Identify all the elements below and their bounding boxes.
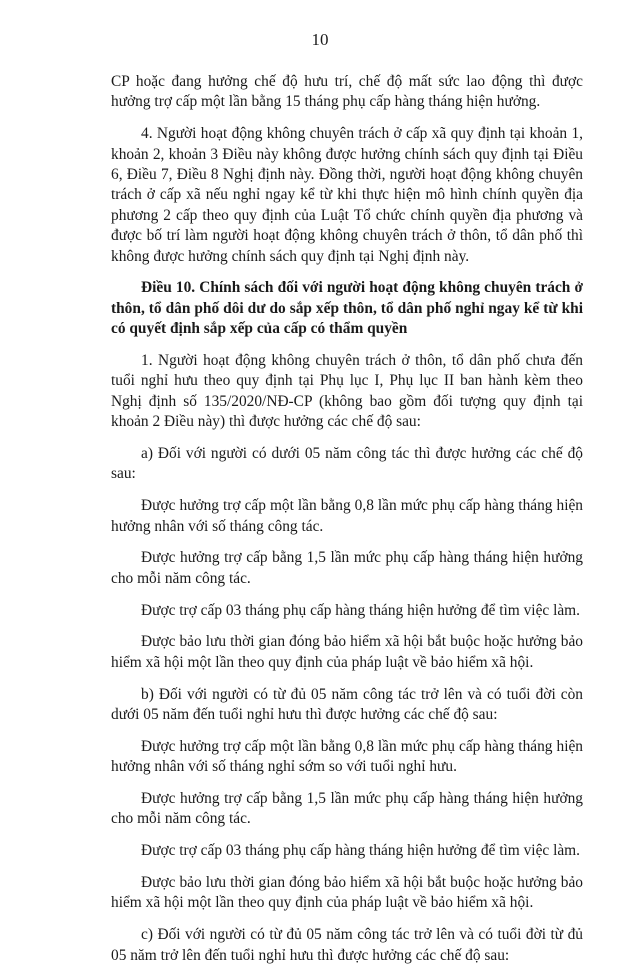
paragraph-clause-1: 1. Người hoạt động không chuyên trách ở thôn, tổ dân phố chưa đến tuổi nghỉ hưu theo quy định tại Phụ lục I, Phụ lục II ban hành kèm theo Nghị định số 135/2020/NĐ-CP (không bao gồm đối tượng quy định tại khoản 2 Điều này) thì được hưởng các chế độ sau: — [111, 352, 583, 431]
article-10-heading: Điều 10. Chính sách đối với người hoạt động không chuyên trách ở thôn, tổ dân phố dôi dư do sắp xếp thôn, tổ dân phố nghỉ ngay kể từ khi có quyết định sắp xếp của cấp có thẩm quyền — [111, 279, 583, 338]
paragraph-item: Được bảo lưu thời gian đóng bảo hiểm xã hội bắt buộc hoặc hưởng bảo hiểm xã hội một lần theo quy định của pháp luật về bảo hiểm xã hội. — [111, 874, 583, 912]
paragraph-item: Được hưởng trợ cấp một lần bằng 0,8 lần mức phụ cấp hàng tháng hiện hưởng nhân với số tháng nghỉ sớm so với tuổi nghỉ hưu. — [111, 737, 583, 776]
paragraph-item: Được hưởng trợ cấp một lần bằng 0,8 lần mức phụ cấp hàng tháng hiện hưởng nhân với số tháng công tác. — [111, 497, 583, 535]
paragraph-clause-4: 4. Người hoạt động không chuyên trách ở cấp xã quy định tại khoản 1, khoản 2, khoản 3 Điều này không được hưởng chính sách quy định tại Điều 6, Điều 7, Điều 8 Nghị định này. Đồng thời, người hoạt động không chuyên trách ở cấp xã nếu nghỉ ngay kể từ khi thực hiện mô hình chính quyền địa phương 2 cấp theo quy định của Luật Tổ chức chính quyền địa phương và được bố trí làm người hoạt động không chuyên trách ở thôn, tổ dân phố thì không được hưởng chính sách quy định tại Nghị định này. — [111, 125, 583, 265]
paragraph-item: Được trợ cấp 03 tháng phụ cấp hàng tháng hiện hưởng để tìm việc làm. — [141, 842, 581, 860]
paragraph-point-a: a) Đối với người có dưới 05 năm công tác thì được hưởng các chế độ sau: — [111, 445, 583, 483]
paragraph-item: Được hưởng trợ cấp bằng 1,5 lần mức phụ cấp hàng tháng hiện hưởng cho mỗi năm công tác. — [111, 549, 583, 587]
document-body — [111, 72, 583, 977]
paragraph-item: Được bảo lưu thời gian đóng bảo hiểm xã hội bắt buộc hoặc hưởng bảo hiểm xã hội một lần theo quy định của pháp luật về bảo hiểm xã hội. — [111, 633, 583, 671]
paragraph-item: Được hưởng trợ cấp bằng 1,5 lần mức phụ cấp hàng tháng hiện hưởng cho mỗi năm công tác. — [111, 790, 583, 828]
paragraph-point-c: c) Đối với người có từ đủ 05 năm công tác trở lên và có tuổi đời từ đủ 05 năm trở lên đến tuổi nghỉ hưu thì được hưởng các chế độ sau: — [111, 926, 583, 964]
paragraph-item: Được trợ cấp 03 tháng phụ cấp hàng tháng hiện hưởng để tìm việc làm. — [141, 601, 581, 619]
page-number: 10 — [311, 30, 329, 49]
paragraph-point-b: b) Đối với người có từ đủ 05 năm công tác trở lên và có tuổi đời còn dưới 05 năm đến tuổi nghỉ hưu thì được hưởng các chế độ sau: — [111, 685, 583, 724]
paragraph-continuation: CP hoặc đang hưởng chế độ hưu trí, chế độ mất sức lao động thì được hưởng trợ cấp một lần bằng 15 tháng phụ cấp hàng tháng hiện hưởng. — [111, 73, 583, 111]
